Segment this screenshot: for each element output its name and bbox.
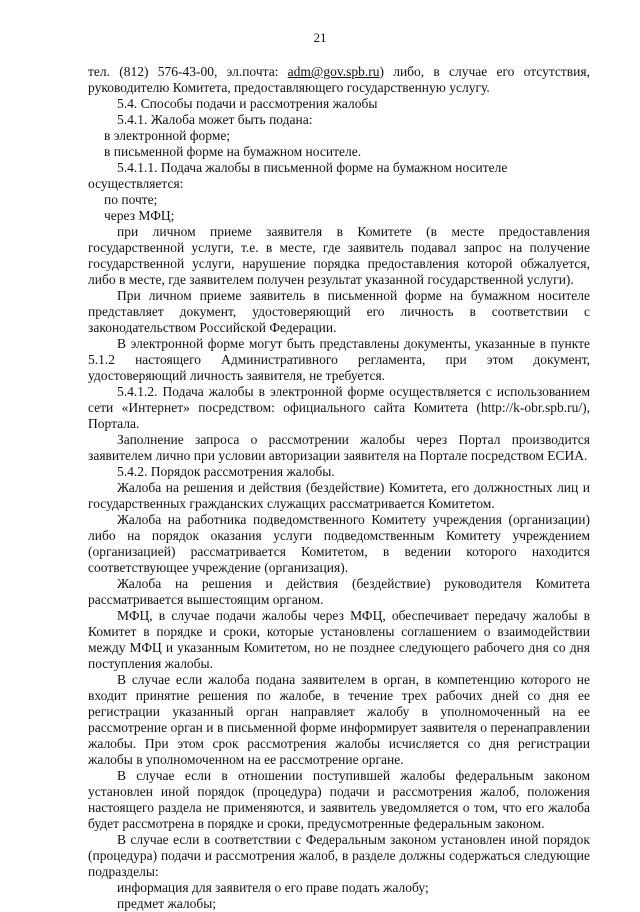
paragraph: при личном приеме заявителя в Комитете (в месте предоставления государственной услуги, т.е. в месте, где заявитель подавал запрос на получение государственной услуги, нарушение порядка предоставления которой обжалуется, либо в месте, где заявителем получен результат указанной государственной услуги). (88, 224, 590, 287)
page-number: 21 (313, 30, 327, 45)
contact-paragraph (88, 64, 590, 96)
document-body (88, 64, 590, 912)
list-item: через МФЦ; (104, 208, 175, 223)
list-item: по почте; (104, 192, 158, 207)
contact-prefix: тел. (812) 576-43-00, эл.почта: (88, 64, 288, 79)
contact-suffix: ) либо, в случае его отсутствия, руководителю Комитета, предоставляющего государственную услугу. (88, 64, 590, 95)
paragraph: При личном приеме заявитель в письменной форме на бумажном носителе представляет документ, удостоверяющий его личность в соответствии с законодательством Российской Федерации. (88, 288, 590, 335)
paragraph: В случае если в отношении поступившей жалобы федеральным законом установлен иной порядок (процедура) подачи и рассмотрения жалоб, положения настоящего раздела не применяются, и заявитель уведомляется о том, что его жалоба будет рассмотрена в порядке и сроки, предусмотренные федеральным законом. (88, 768, 590, 831)
list-item: предмет жалобы; (117, 896, 217, 911)
paragraph: Заполнение запроса о рассмотрении жалобы через Портал производится заявителем лично при условии авторизации заявителя на Портале посредством ЕСИА. (88, 432, 590, 463)
paragraph: Жалоба на работника подведомственного Комитету учреждения (организации) либо на порядок оказания услуги подведомственным Комитету учреждением (организацией) рассматривается Комитетом, в ведении которого находится соответствующее учреждение (организация). (88, 512, 590, 575)
paragraph: В случае если жалоба подана заявителем в орган, в компетенцию которого не входит принятие решения по жалобе, в течение трех рабочих дней со дня ее регистрации указанный орган направляет жалобу в уполномоченный на ее рассмотрение орган и в письменной форме информирует заявителя о перенаправлении жалобы. При этом срок рассмотрения жалобы исчисляется со дня регистрации жалобы в уполномоченном на ее рассмотрение органе. (88, 672, 590, 767)
list-item: в письменной форме на бумажном носителе. (104, 144, 362, 159)
paragraph: МФЦ, в случае подачи жалобы через МФЦ, обеспечивает передачу жалобы в Комитет в порядке и сроки, которые установлены соглашением о взаимодействии между МФЦ и указанным Комитетом, но не позднее следующего рабочего дня со дня поступления жалобы. (88, 608, 590, 671)
paragraph: Жалоба на решения и действия (бездействие) руководителя Комитета рассматривается вышестоящим органом. (88, 576, 590, 607)
section-heading: 5.4.2. Порядок рассмотрения жалобы. (117, 464, 335, 479)
paragraph: 5.4.1.1. Подача жалобы в письменной форме на бумажном носителе осуществляется: (88, 160, 508, 191)
paragraph: В случае если в соответствии с Федеральным законом установлен иной порядок (процедура) подачи и рассмотрения жалоб, в разделе должны содержаться следующие подразделы: (88, 832, 590, 879)
section-heading: 5.4. Способы подачи и рассмотрения жалобы (117, 96, 378, 111)
paragraph: Жалоба на решения и действия (бездействие) Комитета, его должностных лиц и государственных гражданских служащих рассматривается Комитетом. (88, 480, 590, 511)
paragraph: 5.4.1. Жалоба может быть подана: (117, 112, 313, 127)
list-item: в электронной форме; (104, 128, 231, 143)
paragraph: 5.4.1.2. Подача жалобы в электронной форме осуществляется с использованием сети «Интернет» посредством: официального сайта Комитета (http://k-obr.spb.ru/), Портала. (88, 384, 590, 431)
list-item: информация для заявителя о его праве подать жалобу; (117, 880, 429, 895)
paragraph: В электронной форме могут быть представлены документы, указанные в пункте 5.1.2 настоящего Административного регламента, при этом документ, удостоверяющий личность заявителя, не требуется. (88, 336, 590, 383)
email-link[interactable]: adm@gov.spb.ru (287, 64, 380, 79)
